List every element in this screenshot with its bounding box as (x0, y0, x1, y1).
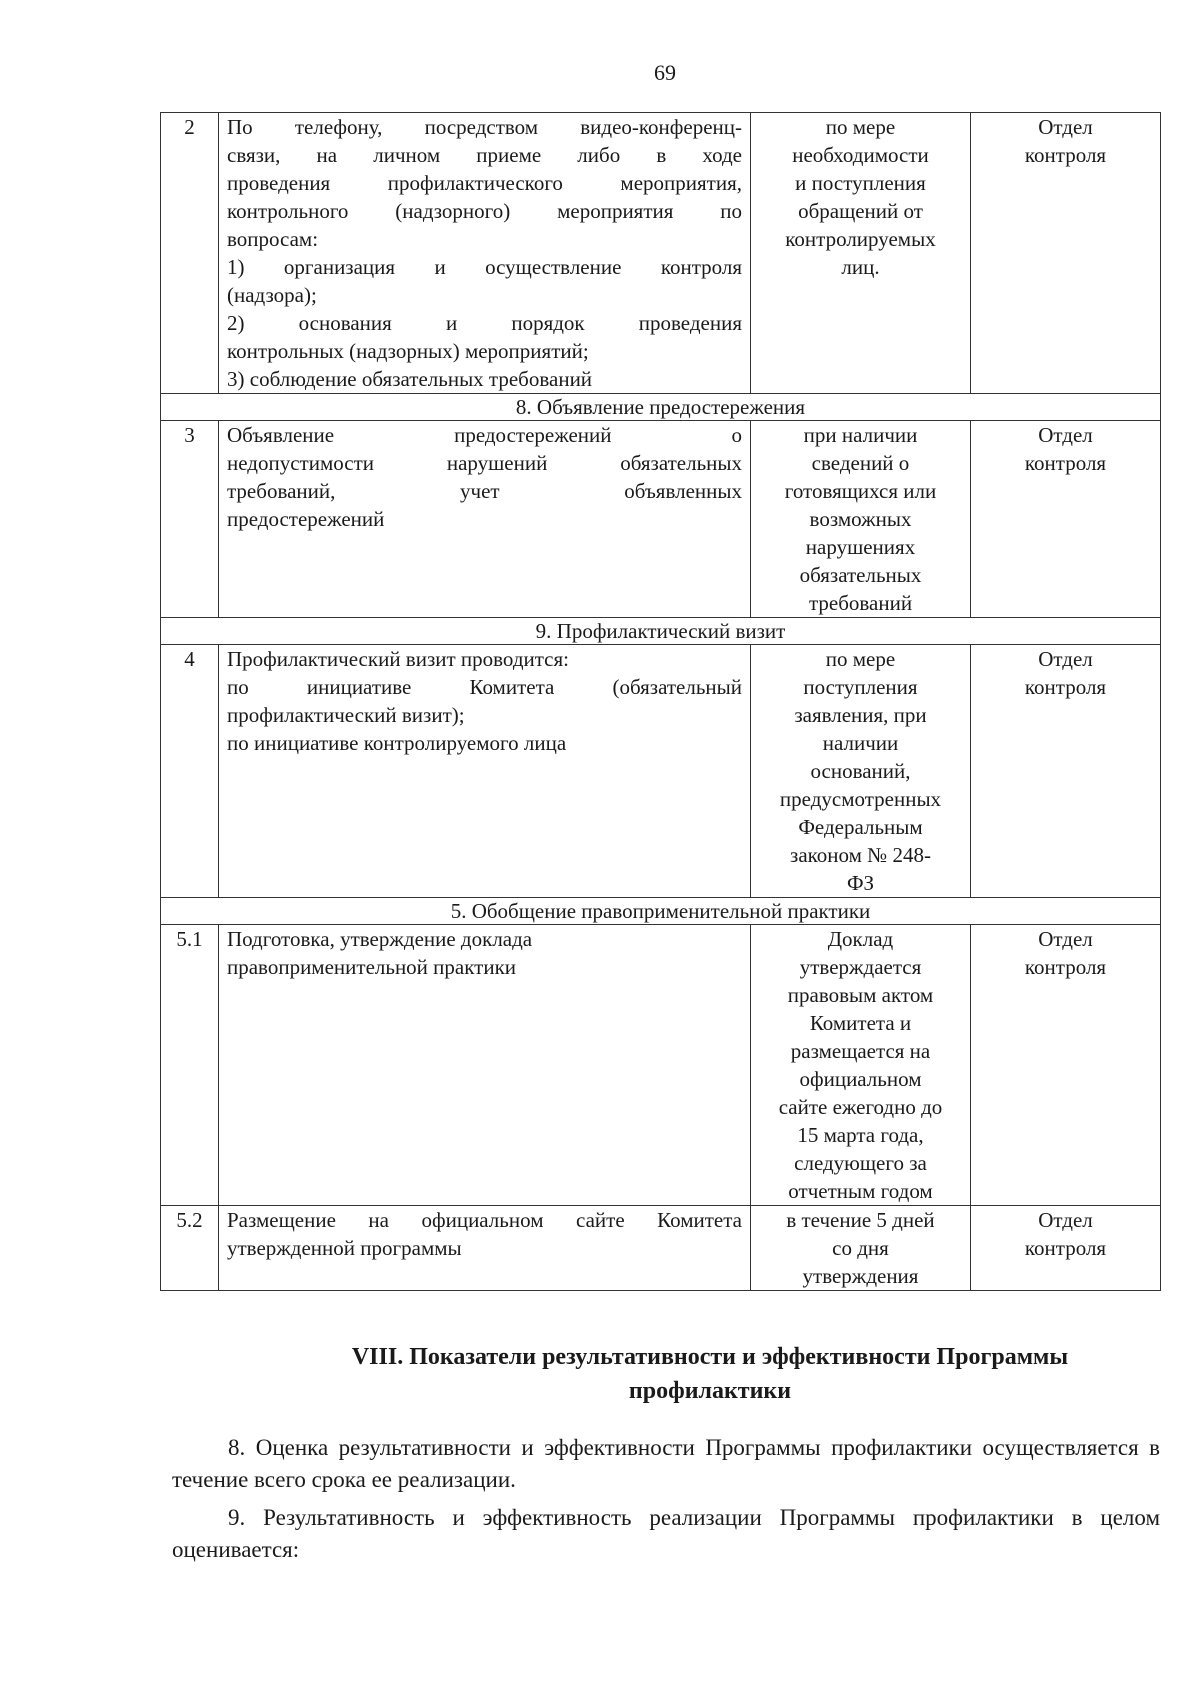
row-number: 3 (161, 421, 219, 618)
deadline-line: Федеральным (798, 815, 923, 839)
deadline-line: по мере (825, 115, 896, 139)
responsible-line: Отдел (1038, 423, 1093, 447)
description-line: по инициативе Комитета (обязательный (227, 675, 742, 699)
deadline-line: обращений от (798, 199, 923, 223)
description-line: контрольных (надзорных) мероприятий; (227, 339, 589, 363)
deadline-line: требований (808, 591, 913, 615)
deadline-line: поступления (803, 675, 918, 699)
deadline-line: правовым актом (787, 983, 934, 1007)
responsible-line: контроля (1024, 451, 1107, 475)
deadline-line: со дня (832, 1236, 889, 1260)
deadline-line: 15 марта года, (797, 1123, 924, 1147)
measure-description (219, 1206, 751, 1291)
description-line: Объявление предостережений о (227, 423, 742, 447)
deadline-line: необходимости (792, 143, 929, 167)
heading-line: VIII. Показатели результативности и эффективности Программы (351, 1344, 1069, 1370)
description-line: проведения профилактического мероприятия, (227, 171, 742, 195)
deadline-line: отчетным годом (788, 1179, 933, 1203)
body-text (172, 1432, 1160, 1572)
section-header-row (161, 898, 1161, 925)
deadline-line: нарушениях (805, 535, 916, 559)
table-row (161, 421, 1161, 618)
deadline-line: при наличии (803, 423, 918, 447)
description-line: по инициативе контролируемого лица (227, 731, 567, 755)
row-number: 5.2 (161, 1206, 219, 1291)
deadline-line: заявления, при (794, 703, 927, 727)
row-number: 4 (161, 645, 219, 898)
responsible-line: контроля (1024, 1236, 1107, 1260)
deadline-line: возможных (809, 507, 912, 531)
deadline-line: предусмотренных (779, 787, 942, 811)
deadline-line: по мере (825, 647, 896, 671)
deadline-cell (751, 925, 971, 1206)
responsible-line: Отдел (1038, 927, 1093, 951)
responsible-cell (971, 645, 1161, 898)
deadline-cell (751, 421, 971, 618)
measure-description (219, 113, 751, 394)
deadline-line: контролируемых (785, 227, 936, 251)
prevention-plan-table (160, 112, 1161, 1291)
table-row (161, 113, 1161, 394)
description-line: 3) соблюдение обязательных требований (227, 367, 593, 391)
measure-description (219, 645, 751, 898)
heading-line: профилактики (628, 1378, 792, 1404)
deadline-line: сайте ежегодно до (778, 1095, 943, 1119)
deadline-cell (751, 113, 971, 394)
row-number: 5.1 (161, 925, 219, 1206)
deadline-line: утверждается (799, 955, 922, 979)
description-line: недопустимости нарушений обязательных (227, 451, 742, 475)
description-line: Подготовка, утверждение доклада (227, 927, 533, 951)
section-header-row (161, 618, 1161, 645)
deadline-line: законом № 248- (790, 843, 931, 867)
deadline-line: ФЗ (846, 871, 875, 895)
deadline-line: следующего за (794, 1151, 927, 1175)
paragraph-9: 9. Результативность и эффективность реализации Программы профилактики в целом оценивается: (172, 1505, 1160, 1562)
table-row (161, 645, 1161, 898)
deadline-line: Комитета и (809, 1011, 912, 1035)
measure-description (219, 421, 751, 618)
deadline-line: Доклад (827, 927, 894, 951)
description-line: профилактический визит); (227, 703, 465, 727)
table-row (161, 1206, 1161, 1291)
description-line: утвержденной программы (227, 1236, 462, 1260)
description-line: предостережений (227, 507, 385, 531)
responsible-line: Отдел (1038, 1208, 1093, 1232)
deadline-line: лиц. (841, 255, 880, 279)
deadline-line: обязательных (799, 563, 922, 587)
responsible-line: контроля (1024, 955, 1107, 979)
description-line: связи, на личном приеме либо в ходе (227, 143, 742, 167)
measure-description (219, 925, 751, 1206)
responsible-cell (971, 1206, 1161, 1291)
deadline-line: готовящихся или (784, 479, 937, 503)
responsible-cell (971, 421, 1161, 618)
section-header-row (161, 394, 1161, 421)
description-line: правоприменительной практики (227, 955, 517, 979)
description-line: Размещение на официальном сайте Комитета (227, 1208, 742, 1232)
paragraph-8: 8. Оценка результативности и эффективности Программы профилактики осуществляется в течение всего срока ее реализации. (172, 1435, 1160, 1492)
deadline-line: официальном (799, 1067, 922, 1091)
section-title: 9. Профилактический визит (161, 618, 1161, 645)
description-line: По телефону, посредством видео-конференц- (227, 115, 742, 139)
responsible-cell (971, 925, 1161, 1206)
deadline-line: оснований, (810, 759, 911, 783)
description-line: Профилактический визит проводится: (227, 647, 569, 671)
deadline-cell (751, 1206, 971, 1291)
table-row (161, 925, 1161, 1206)
deadline-line: утверждения (802, 1264, 919, 1288)
section-heading (300, 1340, 1120, 1408)
description-line: 1) организация и осуществление контроля (227, 255, 742, 279)
page-number: 69 (654, 60, 676, 85)
deadline-line: в течение 5 дней (786, 1208, 935, 1232)
deadline-line: сведений о (811, 451, 910, 475)
description-line: контрольного (надзорного) мероприятия по (227, 199, 742, 223)
deadline-line: наличии (822, 731, 899, 755)
section-title: 5. Обобщение правоприменительной практики (161, 898, 1161, 925)
description-line: 2) основания и порядок проведения (227, 311, 742, 335)
description-line: требований, учет объявленных (227, 479, 742, 503)
responsible-line: Отдел (1038, 115, 1093, 139)
responsible-cell (971, 113, 1161, 394)
deadline-line: и поступления (795, 171, 926, 195)
responsible-line: Отдел (1038, 647, 1093, 671)
deadline-line: размещается на (790, 1039, 931, 1063)
deadline-cell (751, 645, 971, 898)
description-line: (надзора); (227, 283, 317, 307)
responsible-line: контроля (1024, 675, 1107, 699)
section-title: 8. Объявление предостережения (161, 394, 1161, 421)
row-number: 2 (161, 113, 219, 394)
responsible-line: контроля (1024, 143, 1107, 167)
description-line: вопросам: (227, 227, 319, 251)
